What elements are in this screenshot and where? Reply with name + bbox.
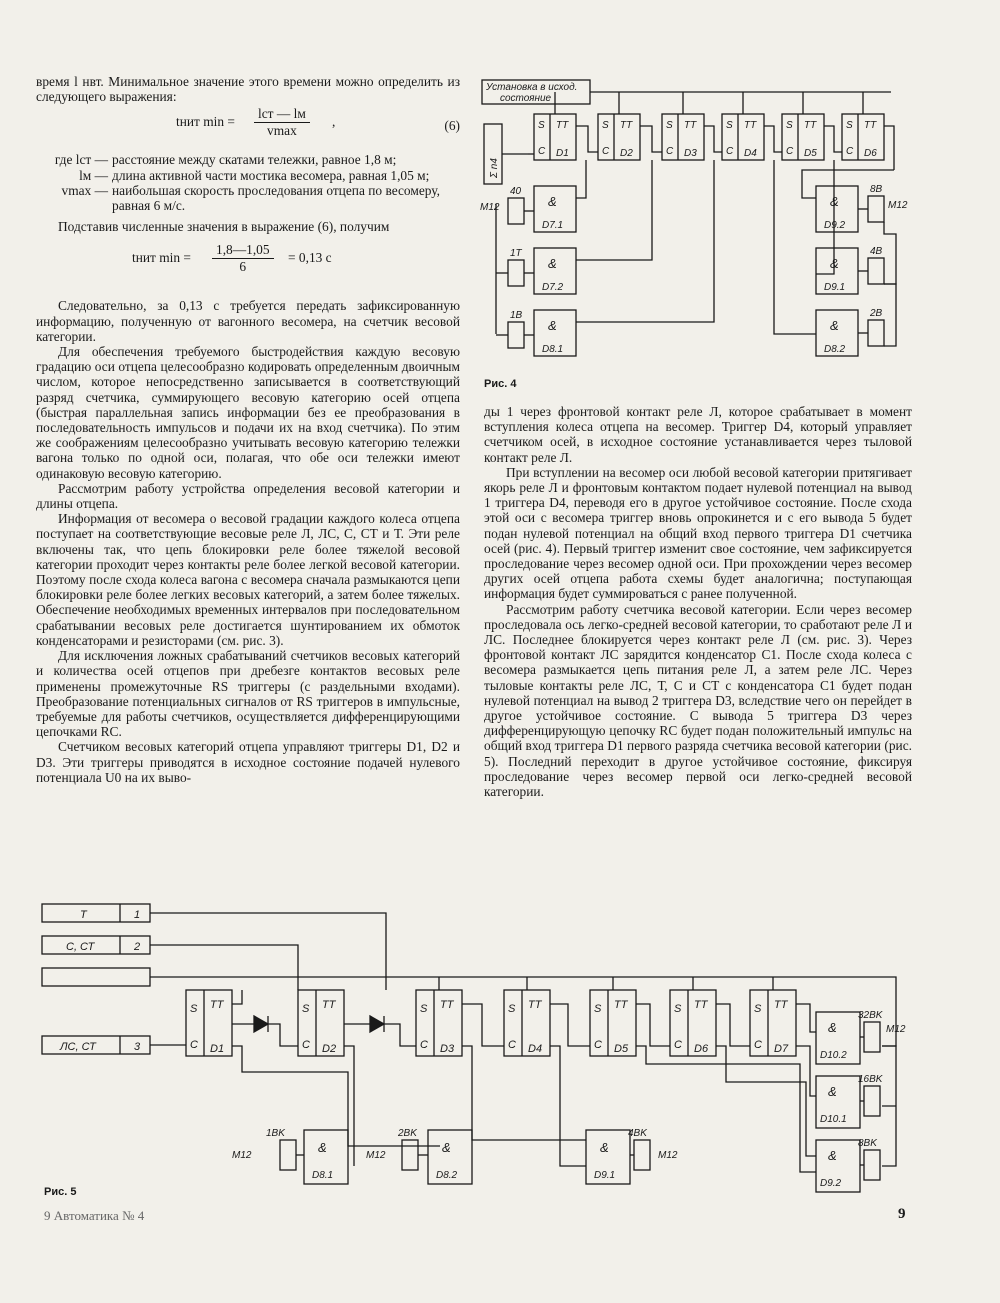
where-definition: длина активной части мостика весомера, равная 1,05 м; [112, 167, 430, 183]
fig4-trigger [598, 114, 640, 160]
svg-text:D3: D3 [440, 1043, 455, 1055]
fig5-gate [816, 1010, 906, 1064]
fig4-trigger [782, 114, 824, 160]
svg-text:D9.2: D9.2 [820, 1178, 842, 1189]
fig5-trigger [416, 990, 462, 1056]
svg-text:C: C [538, 146, 546, 157]
svg-text:8B: 8B [870, 184, 883, 195]
svg-text:&: & [830, 318, 839, 333]
svg-text:TT: TT [614, 999, 628, 1011]
svg-text:S: S [420, 1003, 428, 1015]
where-list [36, 152, 460, 213]
svg-text:S: S [666, 120, 673, 131]
svg-text:D7: D7 [774, 1043, 789, 1055]
fig5-trigger [670, 990, 716, 1056]
where-definition: наибольшая скорость проследования отцепа по весомеру, равная 6 м/с. [112, 182, 441, 214]
formula-result-numerator: 1,8—1,05 [212, 242, 274, 258]
paragraph: Счетчиком весовых категорий отцепа управляют триггеры D1, D2 и D3. Эти триггеры приводятся в исходное состояние подачей нулевого потенциала U0 на их выво- [36, 739, 460, 785]
paragraph: ды 1 через фронтовой контакт реле Л, которое срабатывает в момент вступления колеса отцепа на весомер. Триггер D4, который управляет счетчиком осей, в исходное состояние устанавливается через тыловой контакт реле Л. [484, 404, 912, 465]
fig4-gate [816, 246, 884, 294]
svg-text:D10.1: D10.1 [820, 1114, 847, 1125]
svg-text:4B: 4B [870, 246, 883, 257]
svg-text:D6: D6 [864, 148, 877, 159]
svg-text:8BK: 8BK [858, 1138, 877, 1149]
fig5-relay-input [42, 904, 150, 922]
svg-text:D1: D1 [556, 148, 569, 159]
formula-result-lhs: tнит min = [132, 250, 191, 266]
fig5-gate [366, 1128, 472, 1184]
svg-text:C: C [666, 146, 674, 157]
svg-text:C: C [594, 1039, 602, 1051]
fig4-trigger [662, 114, 704, 160]
fig5-trigger [186, 990, 232, 1056]
svg-text:D2: D2 [322, 1043, 337, 1055]
where-symbol: lм — [79, 167, 108, 183]
svg-text:D4: D4 [744, 148, 757, 159]
where-row [36, 152, 460, 167]
where-symbol: где lст — [54, 152, 108, 168]
svg-text:S: S [846, 120, 853, 131]
fig5-relay-input [42, 936, 150, 954]
svg-text:TT: TT [528, 999, 542, 1011]
diode-icon [254, 1016, 268, 1032]
svg-text:C: C [190, 1039, 198, 1051]
paragraph: Информация от весомера о весовой градации каждого колеса отцепа поступает на соответствующие весовые реле Л, ЛС, С, СТ и Т. Эти реле включены так, что цепь блокировки реле более тяжелой весовой категории проходит через контакты реле более легкой весовой категории. Поэтому после схода колеса вагона с весомера сначала размыкаются цепи блокировки реле более легких весовых категорий, а затем более тяжелых. Обеспечение необходимых временных интервалов при последовательном срабатывании весовых реле достигается шунтированием их обмоток конденсаторами и резисторами (см. рис. 3). [36, 511, 460, 648]
svg-text:TT: TT [804, 120, 817, 131]
svg-text:2: 2 [134, 941, 141, 953]
svg-text:Т: Т [80, 909, 87, 921]
paragraph: Для обеспечения требуемого быстродействия каждую весовую градацию оси отцепа целесообразно кодировать определенным двоичным числом, которое непосредственно записывается в соответствующий разряд счетчика, суммирующего весовую категорию осей отцепа (быстрая параллельная запись информации без ее преобразования в последовательность импульсов и подачи их на вход счетчика). По этим же соображениям целесообразно учитывать весовую категорию тележки вагона только по одной оси, полагая, что обе оси тележки имеют одинаковую весовую категорию. [36, 344, 460, 481]
formula-6-fraction [254, 106, 310, 137]
svg-text:&: & [828, 1148, 837, 1163]
svg-text:&: & [830, 256, 839, 271]
svg-text:TT: TT [744, 120, 757, 131]
where-definition: расстояние между скатами тележки, равное 1,8 м; [112, 152, 397, 168]
svg-text:D9.2: D9.2 [824, 220, 846, 231]
svg-text:D5: D5 [614, 1043, 629, 1055]
formula-6-denominator: vmax [267, 122, 297, 138]
svg-text:D7.2: D7.2 [542, 282, 564, 293]
svg-text:1: 1 [134, 909, 141, 921]
svg-text:3: 3 [134, 1041, 141, 1053]
svg-text:D2: D2 [620, 148, 633, 159]
svg-text:M12: M12 [886, 1024, 906, 1035]
paragraph: Для исключения ложных срабатываний счетчиков весовых категорий и количества осей отцепов при дребезге контактов весовых реле применены промежуточные RS триггеры (с раздельными входами). Преобразование потенциальных сигналов от RS триггеров в импульсные, требуемые для работы счетчиков, осуществляется дифференцирующими цепочками RC. [36, 648, 460, 740]
svg-text:TT: TT [322, 999, 336, 1011]
fig5-trigger [298, 990, 344, 1056]
svg-text:32BK: 32BK [858, 1010, 883, 1021]
svg-text:ЛС, СТ: ЛС, СТ [60, 1041, 96, 1053]
fig5-relay-input [42, 1036, 150, 1054]
svg-text:M12: M12 [888, 200, 908, 211]
journal-footer: 9 Автоматика № 4 [44, 1208, 145, 1223]
svg-text:&: & [548, 318, 557, 333]
svg-text:TT: TT [556, 120, 569, 131]
svg-text:&: & [442, 1140, 451, 1155]
figure-5-schematic [36, 896, 926, 1196]
svg-text:TT: TT [864, 120, 877, 131]
figure-4-caption: Рис. 4 [484, 378, 517, 390]
svg-text:&: & [828, 1020, 837, 1035]
svg-text:S: S [674, 1003, 682, 1015]
where-symbol: vmax — [61, 182, 108, 198]
svg-text:M12: M12 [480, 202, 500, 213]
svg-text:S: S [190, 1003, 198, 1015]
svg-text:D10.2: D10.2 [820, 1050, 847, 1061]
formula-result-denominator: 6 [239, 258, 247, 274]
svg-text:S: S [302, 1003, 310, 1015]
formula-6-lhs: tнит min = [176, 114, 235, 130]
fig4-trigger [842, 114, 884, 160]
left-column [36, 74, 460, 785]
svg-text:D8.1: D8.1 [542, 344, 564, 355]
fig5-gate [232, 1128, 348, 1184]
svg-text:&: & [600, 1140, 609, 1155]
svg-text:&: & [548, 256, 557, 271]
where-row [36, 168, 460, 183]
svg-text:S: S [786, 120, 793, 131]
svg-text:D8.2: D8.2 [436, 1170, 458, 1181]
svg-text:D8.2: D8.2 [824, 344, 846, 355]
fig4-gate [480, 186, 576, 232]
formula-result [36, 234, 460, 294]
svg-text:C: C [420, 1039, 428, 1051]
svg-text:D9.1: D9.1 [594, 1170, 616, 1181]
fig4-init-label-1: Установка в исход. [486, 82, 578, 93]
paragraph: Рассмотрим работу счетчика весовой категории. Если через весомер проследовала ось легко-средней весовой категории, то сработают реле Л и ЛС. Последнее блокируется через контакт реле Л (см. рис. 3). Через фронтовой контакт ЛС зарядится конденсатор C1. После схода колеса с весомера размыкается цепь питания реле Л, а затем реле ЛС. Через тыловые контакты реле ЛС, Т, С и СТ с конденсатора C1 будет подан нулевой потенциал на вывод 2 триггера D3, вследствие чего он перейдет в другое устойчивое состояние. С вывода 5 триггера D3 через дифференцирующую цепочку RC будет подан положительный импульс на общий вход триггера D1 первого разряда счетчика весовой категории (рис. 5). Последний переходит в другое устойчивое состояние, фиксируя проследование через весомер первой оси легко-средней весовой категории. [484, 601, 912, 800]
svg-text:S: S [726, 120, 733, 131]
formula-6-label: (6) [444, 118, 460, 134]
svg-text:S: S [754, 1003, 762, 1015]
fig5-relay-input [42, 968, 150, 986]
intro-text: время l нвт. Минимальное значение этого времени можно определить из следующего выражения: [36, 74, 460, 105]
svg-text:C: C [302, 1039, 310, 1051]
svg-text:TT: TT [694, 999, 708, 1011]
paragraph: Следовательно, за 0,13 с требуется передать зафиксированную информацию, полученную от вагонного весомера, на счетчик весовой категории. [36, 298, 460, 344]
fig4-init-label-2: состояние [500, 93, 552, 104]
svg-text:C: C [846, 146, 854, 157]
svg-text:2B: 2B [870, 308, 883, 319]
svg-text:C: C [674, 1039, 682, 1051]
paragraph: Рассмотрим работу устройства определения весовой категории и длины отцепа. [36, 480, 460, 512]
svg-text:M12: M12 [658, 1150, 678, 1161]
diode-icon [370, 1016, 384, 1032]
svg-text:TT: TT [774, 999, 788, 1011]
svg-text:S: S [538, 120, 545, 131]
svg-text:&: & [548, 194, 557, 209]
svg-text:D7.1: D7.1 [542, 220, 564, 231]
paragraph: При вступлении на весомер оси любой весовой категории притягивает якорь реле Л и фронтовым контактом подает нулевой потенциал на вывод 1 триггера D4, переводя его в другое устойчивое состояние. После схода этой оси с весомера триггер вновь опрокинется и с его вывода 5 будет подан нулевой потенциал на общий вход первого триггера D1 счетчика осей (рис. 4). Первый триггер изменит свое состояние, чем зафиксируется проследование через весомер одной оси. При прохождении через весомер других осей отцепа работа схемы будет аналогична; поступающая информация будет суммироваться с ранее полученной. [484, 464, 912, 602]
fig4-sum-label: Σ n4 [489, 158, 500, 178]
svg-text:4BK: 4BK [628, 1128, 647, 1139]
formula-result-fraction [212, 242, 274, 273]
svg-text:M12: M12 [366, 1150, 386, 1161]
svg-text:C: C [726, 146, 734, 157]
fig4-gate [496, 310, 576, 356]
svg-text:1T: 1T [510, 248, 522, 259]
substitute-text: Подставив численные значения в выражение (6), получим [58, 219, 390, 235]
svg-text:40: 40 [510, 186, 522, 197]
fig4-trigger [534, 114, 576, 160]
fig4-gate [816, 184, 908, 232]
fig5-gate [586, 1128, 678, 1184]
formula-6-numerator: lст — lм [254, 106, 310, 122]
svg-text:TT: TT [210, 999, 224, 1011]
where-row [36, 183, 460, 213]
svg-text:&: & [828, 1084, 837, 1099]
svg-text:M12: M12 [232, 1150, 252, 1161]
fig4-trigger [722, 114, 764, 160]
fig5-gate [816, 1074, 884, 1128]
svg-text:TT: TT [440, 999, 454, 1011]
svg-text:TT: TT [620, 120, 633, 131]
svg-text:&: & [830, 194, 839, 209]
formula-6-trail: , [332, 114, 336, 130]
svg-text:D6: D6 [694, 1043, 709, 1055]
svg-text:D1: D1 [210, 1043, 225, 1055]
page-number: 9 [898, 1206, 906, 1222]
figure-5-caption: Рис. 5 [44, 1186, 77, 1198]
formula-6 [36, 104, 460, 150]
svg-text:C: C [754, 1039, 762, 1051]
formula-result-value: = 0,13 с [288, 250, 332, 266]
svg-text:S: S [602, 120, 609, 131]
fig5-trigger [590, 990, 636, 1056]
fig5-trigger [504, 990, 550, 1056]
fig4-gate [496, 248, 576, 294]
svg-text:S: S [594, 1003, 602, 1015]
svg-text:D8.1: D8.1 [312, 1170, 334, 1181]
svg-text:D3: D3 [684, 148, 697, 159]
svg-text:D9.1: D9.1 [824, 282, 846, 293]
svg-text:&: & [318, 1140, 327, 1155]
svg-text:S: S [508, 1003, 516, 1015]
svg-text:1B: 1B [510, 310, 523, 321]
fig4-gate [816, 308, 884, 356]
svg-text:C: C [508, 1039, 516, 1051]
svg-text:16BK: 16BK [858, 1074, 883, 1085]
svg-text:1BK: 1BK [266, 1128, 285, 1139]
svg-text:C: C [602, 146, 610, 157]
svg-text:D4: D4 [528, 1043, 543, 1055]
figure-4-schematic [476, 74, 916, 374]
fig5-gate [816, 1138, 880, 1192]
svg-text:2BK: 2BK [398, 1128, 417, 1139]
svg-text:C: C [786, 146, 794, 157]
fig5-trigger [750, 990, 796, 1056]
svg-text:TT: TT [684, 120, 697, 131]
svg-text:D5: D5 [804, 148, 817, 159]
right-column [484, 404, 912, 799]
svg-text:С, СТ: С, СТ [66, 941, 95, 953]
